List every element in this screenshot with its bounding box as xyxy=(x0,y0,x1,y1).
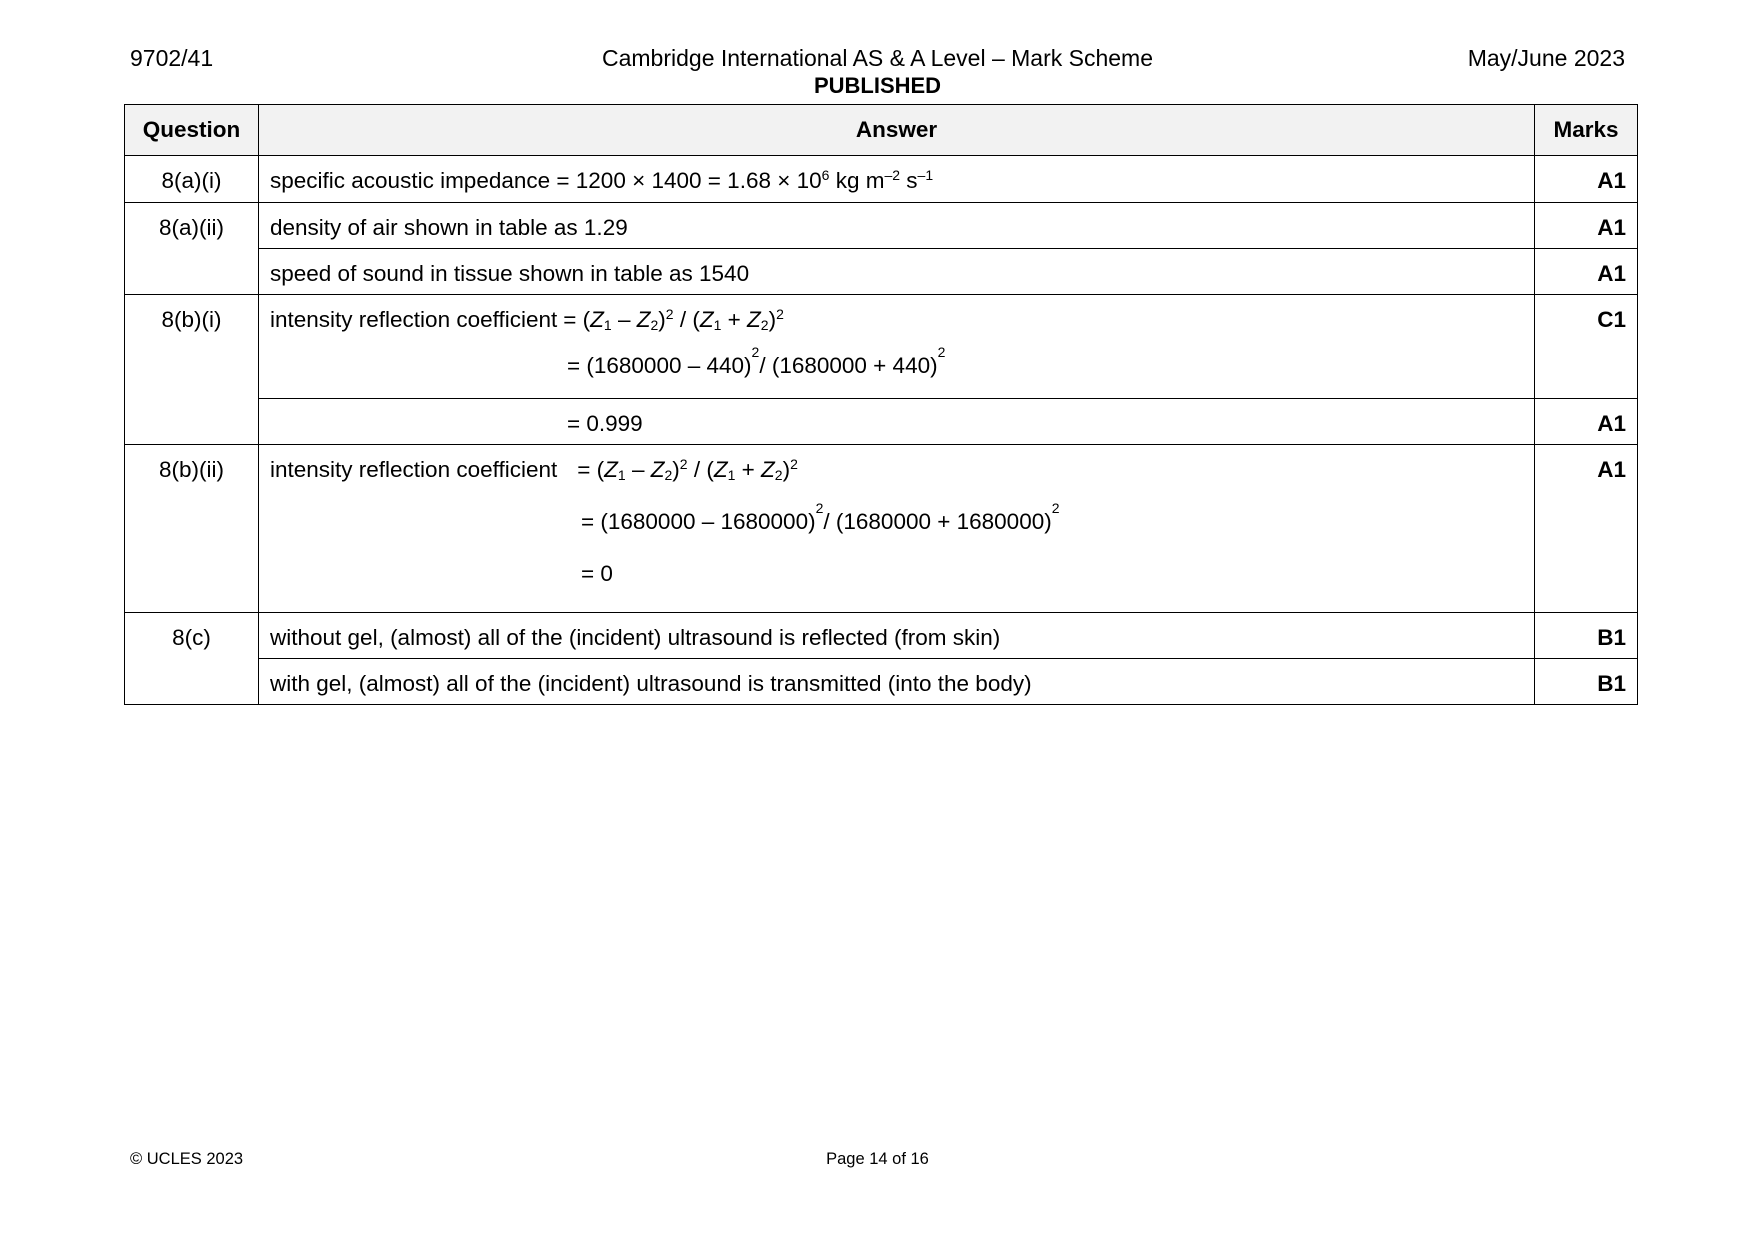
mark-cell: A1 xyxy=(1535,203,1638,249)
mark-scheme-table xyxy=(124,104,1638,705)
table-header-row xyxy=(125,105,1638,156)
question-cell: 8(c) xyxy=(125,613,259,705)
answer-cell: intensity reflection coefficient = $(Z_1 - Z_2)^2 / (Z_1 + Z_2)^2$ = (1680000 – 440) 2 / (1680000 + 440) 2 xyxy=(259,295,1535,399)
answer-cell: without gel, (almost) all of the (incident) ultrasound is reflected (from skin) xyxy=(259,613,1535,659)
table-row xyxy=(125,613,1638,659)
marks-header: Marks xyxy=(1535,105,1638,156)
mark-cell: A1 xyxy=(1535,399,1638,445)
question-header: Question xyxy=(125,105,259,156)
table-row xyxy=(125,659,1638,705)
page-number: Page 14 of 16 xyxy=(826,1150,929,1168)
answer-cell: density of air shown in table as 1.29 xyxy=(259,203,1535,249)
mark-cell: B1 xyxy=(1535,613,1638,659)
question-cell: 8(a)(i) xyxy=(125,156,259,203)
mark-cell: A1 xyxy=(1535,156,1638,203)
published-label: PUBLISHED xyxy=(813,73,942,98)
exam-session: May/June 2023 xyxy=(1467,45,1625,71)
answer-cell: with gel, (almost) all of the (incident) ultrasound is transmitted (into the body) xyxy=(259,659,1535,705)
answer-cell: intensity reflection coefficient = $(Z_1 - Z_2)^2 / (Z_1 + Z_2)^2$ = (1680000 – 1680000) 2 / (1680000 + 1680000) 2 = 0 xyxy=(259,445,1535,613)
question-cell: 8(a)(ii) xyxy=(125,203,259,295)
table-row xyxy=(125,203,1638,249)
mark-cell: C1 xyxy=(1535,295,1638,399)
table-row xyxy=(125,445,1638,613)
table-row xyxy=(125,399,1638,445)
question-cell: 8(b)(i) xyxy=(125,295,259,445)
title-text: Cambridge International AS & A Level – Mark Scheme xyxy=(601,45,1154,71)
answer-cell: speed of sound in tissue shown in table as 1540 xyxy=(259,249,1535,295)
mark-cell: A1 xyxy=(1535,445,1638,613)
answer-cell: specific acoustic impedance = $1200 \times 1400 = 1.68 \times 10^6$ kg $m^{-2}$ $s^{-1}$ xyxy=(259,156,1535,203)
table-row xyxy=(125,295,1638,399)
mark-cell: A1 xyxy=(1535,249,1638,295)
mark-cell: B1 xyxy=(1535,659,1638,705)
answer-header: Answer xyxy=(259,105,1535,156)
answer-cell: = 0.999 xyxy=(259,399,1535,445)
copyright: © UCLES 2023 xyxy=(130,1150,244,1168)
paper-code: 9702/41 xyxy=(130,45,214,71)
table-row xyxy=(125,156,1638,203)
question-cell: 8(b)(ii) xyxy=(125,445,259,613)
table-row xyxy=(125,249,1638,295)
